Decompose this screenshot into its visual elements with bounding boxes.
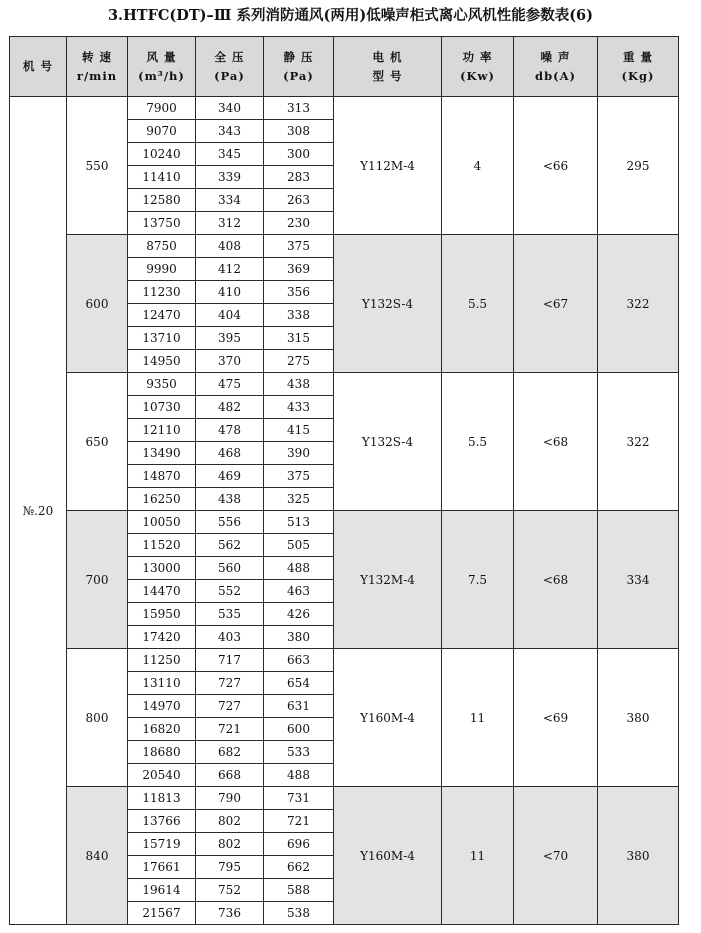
static-pressure-cell: 338 bbox=[264, 304, 334, 327]
static-pressure-cell: 533 bbox=[264, 741, 334, 764]
total-pressure-cell: 556 bbox=[196, 511, 264, 534]
machine-number-cell: №.20 bbox=[10, 97, 67, 925]
flow-cell: 12580 bbox=[128, 189, 196, 212]
table-row bbox=[10, 649, 679, 672]
flow-cell: 20540 bbox=[128, 764, 196, 787]
static-pressure-cell: 654 bbox=[264, 672, 334, 695]
weight-cell: 322 bbox=[598, 373, 679, 511]
motor-cell: Y132S-4 bbox=[334, 373, 442, 511]
total-pressure-cell: 717 bbox=[196, 649, 264, 672]
total-pressure-cell: 404 bbox=[196, 304, 264, 327]
table-row bbox=[10, 787, 679, 810]
flow-cell: 17661 bbox=[128, 856, 196, 879]
static-pressure-cell: 463 bbox=[264, 580, 334, 603]
static-pressure-cell: 283 bbox=[264, 166, 334, 189]
total-pressure-cell: 410 bbox=[196, 281, 264, 304]
total-pressure-cell: 727 bbox=[196, 695, 264, 718]
motor-cell: Y132S-4 bbox=[334, 235, 442, 373]
speed-cell: 600 bbox=[67, 235, 128, 373]
static-pressure-cell: 390 bbox=[264, 442, 334, 465]
flow-cell: 19614 bbox=[128, 879, 196, 902]
total-pressure-cell: 736 bbox=[196, 902, 264, 925]
total-pressure-cell: 790 bbox=[196, 787, 264, 810]
header-row bbox=[10, 37, 679, 97]
static-pressure-cell: 375 bbox=[264, 235, 334, 258]
motor-cell: Y132M-4 bbox=[334, 511, 442, 649]
total-pressure-cell: 752 bbox=[196, 879, 264, 902]
static-pressure-cell: 600 bbox=[264, 718, 334, 741]
static-pressure-cell: 230 bbox=[264, 212, 334, 235]
static-pressure-cell: 369 bbox=[264, 258, 334, 281]
table-body bbox=[10, 97, 679, 925]
total-pressure-cell: 535 bbox=[196, 603, 264, 626]
speed-cell: 800 bbox=[67, 649, 128, 787]
power-cell: 4 bbox=[442, 97, 514, 235]
weight-cell: 380 bbox=[598, 787, 679, 925]
motor-cell: Y160M-4 bbox=[334, 787, 442, 925]
speed-cell: 650 bbox=[67, 373, 128, 511]
noise-cell: <69 bbox=[514, 649, 598, 787]
header-static-pressure: 静 压 (Pa) bbox=[264, 37, 334, 97]
flow-cell: 11520 bbox=[128, 534, 196, 557]
static-pressure-cell: 263 bbox=[264, 189, 334, 212]
flow-cell: 14470 bbox=[128, 580, 196, 603]
flow-cell: 13000 bbox=[128, 557, 196, 580]
flow-cell: 12110 bbox=[128, 419, 196, 442]
power-cell: 5.5 bbox=[442, 373, 514, 511]
total-pressure-cell: 334 bbox=[196, 189, 264, 212]
flow-cell: 16820 bbox=[128, 718, 196, 741]
total-pressure-cell: 668 bbox=[196, 764, 264, 787]
total-pressure-cell: 312 bbox=[196, 212, 264, 235]
noise-cell: <70 bbox=[514, 787, 598, 925]
flow-cell: 13490 bbox=[128, 442, 196, 465]
flow-cell: 15950 bbox=[128, 603, 196, 626]
static-pressure-cell: 415 bbox=[264, 419, 334, 442]
flow-cell: 13750 bbox=[128, 212, 196, 235]
total-pressure-cell: 482 bbox=[196, 396, 264, 419]
total-pressure-cell: 562 bbox=[196, 534, 264, 557]
static-pressure-cell: 538 bbox=[264, 902, 334, 925]
flow-cell: 9070 bbox=[128, 120, 196, 143]
flow-cell: 15719 bbox=[128, 833, 196, 856]
table-row bbox=[10, 97, 679, 120]
total-pressure-cell: 395 bbox=[196, 327, 264, 350]
total-pressure-cell: 478 bbox=[196, 419, 264, 442]
total-pressure-cell: 802 bbox=[196, 833, 264, 856]
speed-cell: 550 bbox=[67, 97, 128, 235]
weight-cell: 380 bbox=[598, 649, 679, 787]
flow-cell: 13766 bbox=[128, 810, 196, 833]
weight-cell: 334 bbox=[598, 511, 679, 649]
total-pressure-cell: 412 bbox=[196, 258, 264, 281]
static-pressure-cell: 721 bbox=[264, 810, 334, 833]
static-pressure-cell: 588 bbox=[264, 879, 334, 902]
header-noise: 噪 声 db(A) bbox=[514, 37, 598, 97]
total-pressure-cell: 727 bbox=[196, 672, 264, 695]
power-cell: 11 bbox=[442, 787, 514, 925]
flow-cell: 11230 bbox=[128, 281, 196, 304]
weight-cell: 295 bbox=[598, 97, 679, 235]
total-pressure-cell: 345 bbox=[196, 143, 264, 166]
total-pressure-cell: 339 bbox=[196, 166, 264, 189]
noise-cell: <68 bbox=[514, 373, 598, 511]
total-pressure-cell: 795 bbox=[196, 856, 264, 879]
header-speed: 转 速 r/min bbox=[67, 37, 128, 97]
table-row bbox=[10, 511, 679, 534]
performance-table bbox=[9, 36, 679, 925]
power-cell: 11 bbox=[442, 649, 514, 787]
total-pressure-cell: 682 bbox=[196, 741, 264, 764]
noise-cell: <67 bbox=[514, 235, 598, 373]
static-pressure-cell: 631 bbox=[264, 695, 334, 718]
flow-cell: 11410 bbox=[128, 166, 196, 189]
flow-cell: 14970 bbox=[128, 695, 196, 718]
static-pressure-cell: 325 bbox=[264, 488, 334, 511]
flow-cell: 16250 bbox=[128, 488, 196, 511]
document-title: 3.HTFC(DT)–Ⅲ 系列消防通风(两用)低噪声柜式离心风机性能参数表(6) bbox=[107, 7, 594, 24]
static-pressure-cell: 313 bbox=[264, 97, 334, 120]
static-pressure-cell: 375 bbox=[264, 465, 334, 488]
static-pressure-cell: 488 bbox=[264, 764, 334, 787]
static-pressure-cell: 488 bbox=[264, 557, 334, 580]
header-flow: 风 量 (m³/h) bbox=[128, 37, 196, 97]
flow-cell: 13110 bbox=[128, 672, 196, 695]
motor-cell: Y112M-4 bbox=[334, 97, 442, 235]
header-model: 机 号 bbox=[10, 37, 67, 97]
header-total-pressure: 全 压 (Pa) bbox=[196, 37, 264, 97]
static-pressure-cell: 308 bbox=[264, 120, 334, 143]
flow-cell: 10730 bbox=[128, 396, 196, 419]
speed-cell: 840 bbox=[67, 787, 128, 925]
flow-cell: 9350 bbox=[128, 373, 196, 396]
flow-cell: 14870 bbox=[128, 465, 196, 488]
flow-cell: 11813 bbox=[128, 787, 196, 810]
total-pressure-cell: 340 bbox=[196, 97, 264, 120]
total-pressure-cell: 403 bbox=[196, 626, 264, 649]
static-pressure-cell: 315 bbox=[264, 327, 334, 350]
static-pressure-cell: 275 bbox=[264, 350, 334, 373]
flow-cell: 12470 bbox=[128, 304, 196, 327]
total-pressure-cell: 552 bbox=[196, 580, 264, 603]
total-pressure-cell: 802 bbox=[196, 810, 264, 833]
motor-cell: Y160M-4 bbox=[334, 649, 442, 787]
flow-cell: 13710 bbox=[128, 327, 196, 350]
header-motor: 电 机 型 号 bbox=[334, 37, 442, 97]
flow-cell: 17420 bbox=[128, 626, 196, 649]
power-cell: 7.5 bbox=[442, 511, 514, 649]
total-pressure-cell: 475 bbox=[196, 373, 264, 396]
total-pressure-cell: 408 bbox=[196, 235, 264, 258]
flow-cell: 11250 bbox=[128, 649, 196, 672]
total-pressure-cell: 469 bbox=[196, 465, 264, 488]
noise-cell: <66 bbox=[514, 97, 598, 235]
flow-cell: 7900 bbox=[128, 97, 196, 120]
flow-cell: 10050 bbox=[128, 511, 196, 534]
static-pressure-cell: 438 bbox=[264, 373, 334, 396]
speed-cell: 700 bbox=[67, 511, 128, 649]
static-pressure-cell: 380 bbox=[264, 626, 334, 649]
total-pressure-cell: 343 bbox=[196, 120, 264, 143]
flow-cell: 21567 bbox=[128, 902, 196, 925]
weight-cell: 322 bbox=[598, 235, 679, 373]
header-power: 功 率 (Kw) bbox=[442, 37, 514, 97]
header-weight: 重 量 (Kg) bbox=[598, 37, 679, 97]
flow-cell: 9990 bbox=[128, 258, 196, 281]
total-pressure-cell: 438 bbox=[196, 488, 264, 511]
static-pressure-cell: 426 bbox=[264, 603, 334, 626]
static-pressure-cell: 662 bbox=[264, 856, 334, 879]
total-pressure-cell: 370 bbox=[196, 350, 264, 373]
table-row bbox=[10, 373, 679, 396]
flow-cell: 8750 bbox=[128, 235, 196, 258]
static-pressure-cell: 433 bbox=[264, 396, 334, 419]
flow-cell: 10240 bbox=[128, 143, 196, 166]
power-cell: 5.5 bbox=[442, 235, 514, 373]
total-pressure-cell: 721 bbox=[196, 718, 264, 741]
noise-cell: <68 bbox=[514, 511, 598, 649]
total-pressure-cell: 560 bbox=[196, 557, 264, 580]
static-pressure-cell: 505 bbox=[264, 534, 334, 557]
table-row bbox=[10, 235, 679, 258]
static-pressure-cell: 663 bbox=[264, 649, 334, 672]
flow-cell: 18680 bbox=[128, 741, 196, 764]
flow-cell: 14950 bbox=[128, 350, 196, 373]
static-pressure-cell: 696 bbox=[264, 833, 334, 856]
static-pressure-cell: 731 bbox=[264, 787, 334, 810]
static-pressure-cell: 300 bbox=[264, 143, 334, 166]
total-pressure-cell: 468 bbox=[196, 442, 264, 465]
static-pressure-cell: 356 bbox=[264, 281, 334, 304]
static-pressure-cell: 513 bbox=[264, 511, 334, 534]
